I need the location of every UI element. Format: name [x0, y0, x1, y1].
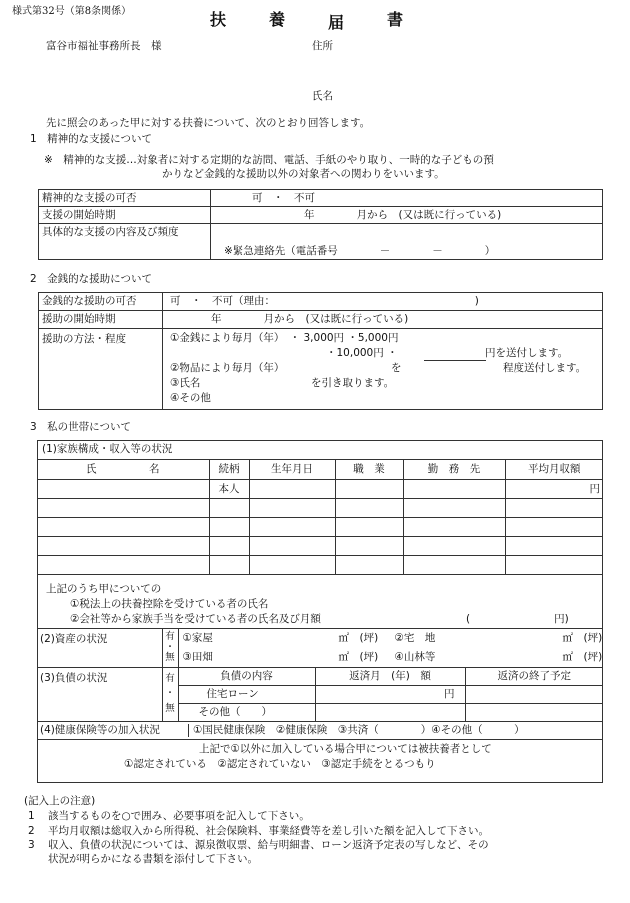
financial-method-label: 援助の方法・程度: [39, 329, 163, 410]
debt-col-content: 負債の内容: [178, 668, 315, 686]
table-row: [37, 518, 603, 537]
asset-umu[interactable]: [162, 629, 178, 668]
family-cell[interactable]: [403, 499, 505, 518]
method-other: ④その他: [170, 392, 211, 404]
kou-tax-deduction: ①税法上の扶養控除を受けている者の氏名: [70, 598, 269, 610]
method-takein: ③氏名: [170, 377, 201, 389]
financial-start-label: 援助の開始時期: [39, 311, 163, 329]
family-cell[interactable]: [249, 499, 335, 518]
financial-method-value[interactable]: [163, 329, 603, 410]
note-3-text-cont: 状況が明らかになる書類を添付して下さい。: [48, 853, 258, 865]
note-1-num: 1: [28, 810, 35, 822]
umu-no: 無: [165, 702, 175, 714]
family-cell[interactable]: [249, 518, 335, 537]
debt-other[interactable]: その他（ ）: [178, 704, 315, 722]
note-2-num: 2: [28, 825, 35, 837]
insurance-status-options[interactable]: ①認定されている ②認定されていない ③認定手続をとるつもり: [124, 758, 436, 770]
family-cell[interactable]: [335, 518, 403, 537]
insurance-label: (4)健康保険等の加入状況: [37, 724, 189, 736]
family-cell[interactable]: [249, 556, 335, 575]
col-income: 平均月収額: [505, 460, 603, 480]
family-cell[interactable]: [209, 537, 249, 556]
family-cell[interactable]: [403, 537, 505, 556]
method-goods-wo: を: [391, 362, 402, 374]
section2-heading: 2 金銭的な援助について: [30, 273, 152, 285]
family-cell[interactable]: [37, 499, 209, 518]
debt-col-monthly: 返済月 (年) 額: [315, 668, 465, 686]
debt-housing-amount[interactable]: 円: [315, 686, 465, 704]
debt-col-end: 返済の終了予定: [465, 668, 603, 686]
family-cell[interactable]: [505, 499, 603, 518]
asset-field-area[interactable]: ㎡ (坪): [338, 651, 379, 663]
name-label: 氏名: [312, 90, 333, 102]
family-cell[interactable]: [403, 556, 505, 575]
insurance-note: 上記で①以外に加入している場合甲については被扶養者として: [199, 743, 492, 755]
asset-field: ③田畑: [182, 651, 213, 663]
table-row: [37, 499, 603, 518]
family-cell[interactable]: [335, 480, 403, 499]
family-cell[interactable]: [37, 537, 209, 556]
support-possible-label: 精神的な支援の可否: [39, 190, 211, 207]
section3-heading: 3 私の世帯について: [30, 421, 131, 433]
kou-family-allowance: ②会社等から家族手当を受けている者の氏名及び月額: [70, 613, 321, 625]
family-cell[interactable]: [335, 537, 403, 556]
family-cell[interactable]: [209, 499, 249, 518]
col-birthdate: 生年月日: [249, 460, 335, 480]
col-workplace: 勤 務 先: [403, 460, 505, 480]
debt-housing-end[interactable]: [465, 686, 603, 704]
method-money: ①金銭により毎月（年） ・ 3,000円 ・5,000円: [170, 332, 399, 344]
title-char: 届: [328, 13, 346, 32]
col-job: 職 業: [335, 460, 403, 480]
reason-close: ): [474, 295, 479, 308]
method-money-send: 円を送付します。: [485, 347, 569, 359]
relation-self: 本人: [209, 480, 249, 499]
title-char: 書: [387, 10, 405, 29]
asset-house-area[interactable]: ㎡ (坪): [338, 632, 379, 644]
section1-note-cont: かりなど金銭的な援助以外の対象者への関わりをいいます。: [162, 168, 445, 180]
intro-text: 先に照会のあった甲に対する扶養について、次のとおり回答します。: [46, 117, 371, 129]
section1-heading: 1 精神的な支援について: [30, 133, 152, 145]
addressee: 富谷市福祉事務所長 様: [46, 40, 162, 52]
family-heading: (1)家族構成・収入等の状況: [42, 443, 173, 455]
asset-label: (2)資産の状況: [37, 629, 162, 668]
table-row: [37, 480, 603, 499]
financial-possible-label: 金銭的な援助の可否: [39, 293, 163, 311]
col-relation: 続柄: [209, 460, 249, 480]
family-cell[interactable]: [37, 518, 209, 537]
method-takein-text: を引き取ります。: [311, 377, 395, 389]
asset-house: ①家屋: [182, 632, 213, 644]
umu-no: 無: [165, 652, 175, 664]
asset-forest-area[interactable]: ㎡ (坪): [562, 651, 603, 663]
family-cell[interactable]: [37, 480, 209, 499]
support-detail-value[interactable]: [211, 224, 603, 260]
asset-forest: ④山林等: [394, 651, 436, 663]
family-cell[interactable]: [335, 499, 403, 518]
debt-label: (3)負債の状況: [37, 668, 162, 722]
support-possible-options: 可 ・ 不可: [252, 191, 315, 204]
method-money-10000: ・10,000円 ・: [326, 347, 398, 359]
insurance-options[interactable]: ①国民健康保険 ②健康保険 ③共済（ ）④その他（ ）: [193, 724, 525, 737]
asset-land-area[interactable]: ㎡ (坪): [562, 632, 603, 644]
support-possible-value[interactable]: [211, 190, 603, 207]
method-goods-send: 程度送付します。: [503, 362, 587, 374]
support-start-text: 年 月から (又は既に行っている): [304, 208, 502, 221]
col-name: 氏 名: [37, 460, 209, 480]
family-cell[interactable]: [403, 480, 505, 499]
family-cell[interactable]: [37, 556, 209, 575]
umu-dot: ・: [165, 688, 175, 700]
debt-other-end[interactable]: [465, 704, 603, 722]
address-label: 住所: [312, 40, 333, 52]
form-number: 様式第32号（第8条関係）: [12, 6, 132, 17]
family-cell[interactable]: [335, 556, 403, 575]
family-cell[interactable]: [403, 518, 505, 537]
family-cell[interactable]: [249, 480, 335, 499]
title-char: 扶: [210, 10, 228, 29]
form-title: [210, 10, 405, 32]
financial-start-value[interactable]: [163, 311, 603, 329]
note-2-text: 平均月収額は総収入から所得税、社会保険料、事業経費等を差し引いた額を記入して下さい。: [48, 825, 489, 837]
title-char: 養: [269, 10, 287, 29]
debt-housing-loan: 住宅ローン: [178, 686, 315, 704]
family-table: [37, 459, 603, 599]
umu-dot: ・: [165, 641, 175, 653]
financial-table: [38, 292, 603, 410]
debt-other-amount[interactable]: [315, 704, 465, 722]
umu-yes: 有: [165, 631, 175, 643]
asset-land: ②宅 地: [394, 632, 436, 644]
support-detail-label: 具体的な支援の内容及び頻度: [39, 224, 211, 260]
financial-possible-options: 可 ・ 不可（理由：: [170, 295, 270, 308]
note-1-text: 該当するものを○で囲み、必要事項を記入して下さい。: [48, 810, 310, 822]
emergency-contact: ※緊急連絡先（電話番号 － － ）: [224, 244, 496, 257]
family-cell[interactable]: [209, 556, 249, 575]
financial-possible-value[interactable]: [163, 293, 603, 311]
income-yen[interactable]: 円: [505, 480, 603, 499]
note-3-num: 3: [28, 839, 35, 851]
financial-start-text: 年 月から (又は既に行っている): [211, 313, 409, 326]
kou-intro: 上記のうち甲についての: [46, 583, 162, 595]
umu-yes: 有: [165, 673, 175, 685]
asset-debt-table: [37, 628, 603, 774]
family-cell[interactable]: [505, 556, 603, 575]
support-start-value[interactable]: [211, 207, 603, 224]
note-3-text: 収入、負債の状況については、源泉徴収票、給与明細書、ローン返済予定表の写しなど、その: [48, 839, 489, 851]
kou-allowance-amount[interactable]: ( 円): [466, 613, 569, 625]
method-goods: ②物品により毎月（年）: [170, 362, 285, 374]
table-row: [37, 537, 603, 556]
table-row: [37, 556, 603, 575]
support-start-label: 支援の開始時期: [39, 207, 211, 224]
support-table: [38, 189, 603, 260]
family-cell[interactable]: [505, 537, 603, 556]
method-money-blank[interactable]: [424, 359, 486, 361]
section1-note: ※ 精神的な支援…対象者に対する定期的な訪問、電話、手紙のやり取り、一時的な子どもの預: [44, 154, 494, 166]
family-cell[interactable]: [209, 518, 249, 537]
debt-umu[interactable]: [162, 668, 178, 722]
family-cell[interactable]: [249, 537, 335, 556]
family-cell[interactable]: [505, 518, 603, 537]
notes-heading: (記入上の注意): [24, 795, 96, 807]
